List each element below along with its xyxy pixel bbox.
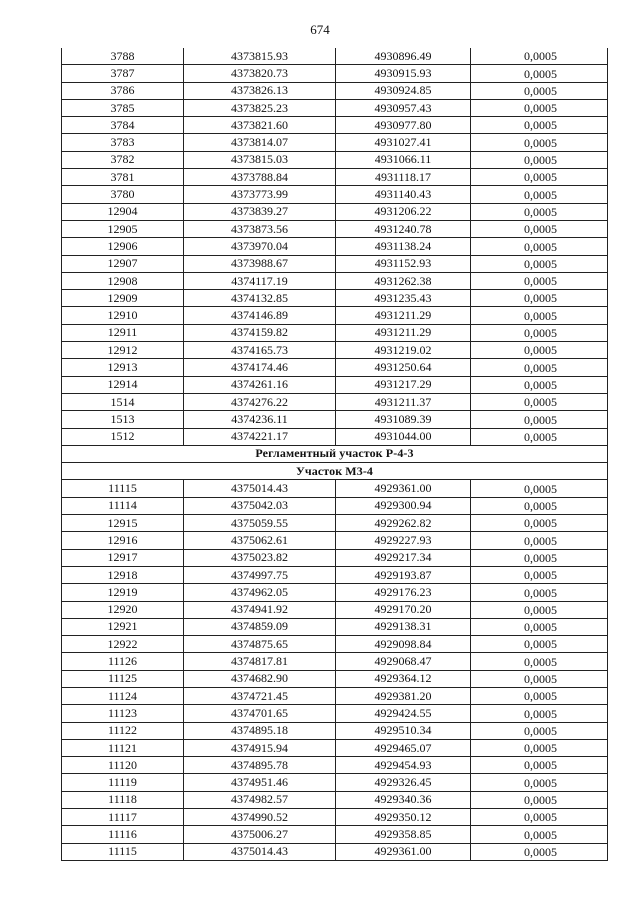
y-coordinate-cell: 4931066.11: [336, 151, 471, 168]
table-row: [62, 48, 608, 65]
y-coordinate-cell: 4929510.34: [336, 722, 471, 739]
table-row: [62, 532, 608, 549]
tolerance-cell: 0,0005: [471, 653, 608, 670]
point-number-cell: 11118: [62, 791, 184, 808]
point-number-cell: 3781: [62, 169, 184, 186]
tolerance-cell: 0,0005: [471, 220, 608, 237]
tolerance-cell: 0,0005: [471, 290, 608, 307]
y-coordinate-cell: 4929340.36: [336, 791, 471, 808]
tolerance-cell: 0,0005: [471, 532, 608, 549]
y-coordinate-cell: 4931217.29: [336, 376, 471, 393]
tolerance-cell: 0,0005: [471, 272, 608, 289]
point-number-cell: 12913: [62, 359, 184, 376]
point-number-cell: 12917: [62, 549, 184, 566]
point-number-cell: 1514: [62, 393, 184, 410]
table-row: [62, 255, 608, 272]
y-coordinate-cell: 4931211.37: [336, 393, 471, 410]
table-row: [62, 65, 608, 82]
tolerance-cell: 0,0005: [471, 393, 608, 410]
tolerance-cell: 0,0005: [471, 618, 608, 635]
x-coordinate-cell: 4374146.89: [184, 307, 336, 324]
y-coordinate-cell: 4930977.80: [336, 117, 471, 134]
y-coordinate-cell: 4929217.34: [336, 549, 471, 566]
point-number-cell: 11115: [62, 843, 184, 860]
y-coordinate-cell: 4931235.43: [336, 290, 471, 307]
x-coordinate-cell: 4374276.22: [184, 393, 336, 410]
y-coordinate-cell: 4929098.84: [336, 636, 471, 653]
y-coordinate-cell: 4931138.24: [336, 238, 471, 255]
coordinates-table: [61, 48, 608, 861]
table-row: [62, 117, 608, 134]
table-row: [62, 739, 608, 756]
y-coordinate-cell: 4931240.78: [336, 220, 471, 237]
x-coordinate-cell: 4374132.85: [184, 290, 336, 307]
x-coordinate-cell: 4373788.84: [184, 169, 336, 186]
x-coordinate-cell: 4374951.46: [184, 774, 336, 791]
section-row: [62, 445, 608, 462]
y-coordinate-cell: 4931206.22: [336, 203, 471, 220]
tolerance-cell: 0,0005: [471, 324, 608, 341]
tolerance-cell: 0,0005: [471, 307, 608, 324]
tolerance-cell: 0,0005: [471, 809, 608, 826]
x-coordinate-cell: 4374174.46: [184, 359, 336, 376]
point-number-cell: 12905: [62, 220, 184, 237]
y-coordinate-cell: 4930896.49: [336, 48, 471, 65]
tolerance-cell: 0,0005: [471, 480, 608, 497]
x-coordinate-cell: 4375062.61: [184, 532, 336, 549]
x-coordinate-cell: 4373821.60: [184, 117, 336, 134]
x-coordinate-cell: 4375014.43: [184, 480, 336, 497]
tolerance-cell: 0,0005: [471, 515, 608, 532]
point-number-cell: 11123: [62, 705, 184, 722]
y-coordinate-cell: 4929193.87: [336, 566, 471, 583]
y-coordinate-cell: 4931211.29: [336, 324, 471, 341]
point-number-cell: 11122: [62, 722, 184, 739]
y-coordinate-cell: 4930915.93: [336, 65, 471, 82]
tolerance-cell: 0,0005: [471, 687, 608, 704]
tolerance-cell: 0,0005: [471, 705, 608, 722]
y-coordinate-cell: 4931211.29: [336, 307, 471, 324]
tolerance-cell: 0,0005: [471, 376, 608, 393]
x-coordinate-cell: 4374895.78: [184, 757, 336, 774]
y-coordinate-cell: 4930924.85: [336, 82, 471, 99]
table-row: [62, 566, 608, 583]
table-row: [62, 220, 608, 237]
point-number-cell: 3782: [62, 151, 184, 168]
table-row: [62, 843, 608, 860]
y-coordinate-cell: 4929262.82: [336, 515, 471, 532]
point-number-cell: 3785: [62, 99, 184, 116]
x-coordinate-cell: 4374261.16: [184, 376, 336, 393]
tolerance-cell: 0,0005: [471, 411, 608, 428]
y-coordinate-cell: 4931262.38: [336, 272, 471, 289]
table-row: [62, 169, 608, 186]
point-number-cell: 12911: [62, 324, 184, 341]
x-coordinate-cell: 4374117.19: [184, 272, 336, 289]
tolerance-cell: 0,0005: [471, 134, 608, 151]
table-row: [62, 342, 608, 359]
tolerance-cell: 0,0005: [471, 186, 608, 203]
y-coordinate-cell: 4929068.47: [336, 653, 471, 670]
table-row: [62, 376, 608, 393]
tolerance-cell: 0,0005: [471, 169, 608, 186]
y-coordinate-cell: 4929364.12: [336, 670, 471, 687]
x-coordinate-cell: 4374915.94: [184, 739, 336, 756]
point-number-cell: 12910: [62, 307, 184, 324]
y-coordinate-cell: 4929326.45: [336, 774, 471, 791]
table-row: [62, 497, 608, 514]
table-row: [62, 809, 608, 826]
x-coordinate-cell: 4373873.56: [184, 220, 336, 237]
table-row: [62, 203, 608, 220]
subsection-row: [62, 463, 608, 480]
tolerance-cell: 0,0005: [471, 566, 608, 583]
x-coordinate-cell: 4374221.17: [184, 428, 336, 445]
table-row: [62, 82, 608, 99]
table-row: [62, 238, 608, 255]
tolerance-cell: 0,0005: [471, 65, 608, 82]
point-number-cell: 12920: [62, 601, 184, 618]
x-coordinate-cell: 4375014.43: [184, 843, 336, 860]
y-coordinate-cell: 4931044.00: [336, 428, 471, 445]
y-coordinate-cell: 4929358.85: [336, 826, 471, 843]
point-number-cell: 3786: [62, 82, 184, 99]
y-coordinate-cell: 4931219.02: [336, 342, 471, 359]
x-coordinate-cell: 4373773.99: [184, 186, 336, 203]
x-coordinate-cell: 4373988.67: [184, 255, 336, 272]
x-coordinate-cell: 4374941.92: [184, 601, 336, 618]
point-number-cell: 11115: [62, 480, 184, 497]
table-row: [62, 272, 608, 289]
tolerance-cell: 0,0005: [471, 722, 608, 739]
section-title: Регламентный участок Р-4-3: [62, 445, 608, 462]
point-number-cell: 11119: [62, 774, 184, 791]
point-number-cell: 11121: [62, 739, 184, 756]
x-coordinate-cell: 4375023.82: [184, 549, 336, 566]
x-coordinate-cell: 4374895.18: [184, 722, 336, 739]
point-number-cell: 12904: [62, 203, 184, 220]
tolerance-cell: 0,0005: [471, 203, 608, 220]
point-number-cell: 12915: [62, 515, 184, 532]
table-row: [62, 151, 608, 168]
y-coordinate-cell: 4929227.93: [336, 532, 471, 549]
x-coordinate-cell: 4373970.04: [184, 238, 336, 255]
table-row: [62, 549, 608, 566]
page-number: 674: [310, 22, 330, 37]
y-coordinate-cell: 4931152.93: [336, 255, 471, 272]
x-coordinate-cell: 4374701.65: [184, 705, 336, 722]
tolerance-cell: 0,0005: [471, 584, 608, 601]
point-number-cell: 3780: [62, 186, 184, 203]
point-number-cell: 11120: [62, 757, 184, 774]
x-coordinate-cell: 4374817.81: [184, 653, 336, 670]
y-coordinate-cell: 4930957.43: [336, 99, 471, 116]
table-row: [62, 186, 608, 203]
table-row: [62, 653, 608, 670]
tolerance-cell: 0,0005: [471, 48, 608, 65]
x-coordinate-cell: 4374990.52: [184, 809, 336, 826]
y-coordinate-cell: 4931118.17: [336, 169, 471, 186]
x-coordinate-cell: 4373814.07: [184, 134, 336, 151]
tolerance-cell: 0,0005: [471, 791, 608, 808]
tolerance-cell: 0,0005: [471, 428, 608, 445]
tolerance-cell: 0,0005: [471, 342, 608, 359]
point-number-cell: 12919: [62, 584, 184, 601]
y-coordinate-cell: 4929176.23: [336, 584, 471, 601]
x-coordinate-cell: 4374997.75: [184, 566, 336, 583]
point-number-cell: 3784: [62, 117, 184, 134]
point-number-cell: 3783: [62, 134, 184, 151]
point-number-cell: 12906: [62, 238, 184, 255]
point-number-cell: 11126: [62, 653, 184, 670]
x-coordinate-cell: 4373839.27: [184, 203, 336, 220]
point-number-cell: 3787: [62, 65, 184, 82]
table-row: [62, 705, 608, 722]
tolerance-cell: 0,0005: [471, 151, 608, 168]
table-row: [62, 307, 608, 324]
point-number-cell: 1512: [62, 428, 184, 445]
table-row: [62, 411, 608, 428]
tolerance-cell: 0,0005: [471, 843, 608, 860]
x-coordinate-cell: 4373815.93: [184, 48, 336, 65]
tolerance-cell: 0,0005: [471, 549, 608, 566]
tolerance-cell: 0,0005: [471, 117, 608, 134]
point-number-cell: 12908: [62, 272, 184, 289]
y-coordinate-cell: 4929361.00: [336, 843, 471, 860]
tolerance-cell: 0,0005: [471, 757, 608, 774]
table-row: [62, 791, 608, 808]
tolerance-cell: 0,0005: [471, 826, 608, 843]
x-coordinate-cell: 4374165.73: [184, 342, 336, 359]
table-row: [62, 636, 608, 653]
point-number-cell: 11117: [62, 809, 184, 826]
point-number-cell: 12907: [62, 255, 184, 272]
block1-rows: [62, 48, 608, 445]
y-coordinate-cell: 4929300.94: [336, 497, 471, 514]
y-coordinate-cell: 4929170.20: [336, 601, 471, 618]
table-row: [62, 134, 608, 151]
tolerance-cell: 0,0005: [471, 774, 608, 791]
coordinates-table-container: [61, 48, 607, 861]
x-coordinate-cell: 4374159.82: [184, 324, 336, 341]
table-row: [62, 601, 608, 618]
x-coordinate-cell: 4373820.73: [184, 65, 336, 82]
subsection-title: Участок М3-4: [62, 463, 608, 480]
table-row: [62, 670, 608, 687]
x-coordinate-cell: 4374682.90: [184, 670, 336, 687]
tolerance-cell: 0,0005: [471, 359, 608, 376]
tolerance-cell: 0,0005: [471, 99, 608, 116]
point-number-cell: 12922: [62, 636, 184, 653]
x-coordinate-cell: 4374236.11: [184, 411, 336, 428]
table-row: [62, 428, 608, 445]
x-coordinate-cell: 4375059.55: [184, 515, 336, 532]
table-row: [62, 515, 608, 532]
table-row: [62, 480, 608, 497]
tolerance-cell: 0,0005: [471, 255, 608, 272]
y-coordinate-cell: 4931140.43: [336, 186, 471, 203]
x-coordinate-cell: 4373826.13: [184, 82, 336, 99]
point-number-cell: 11114: [62, 497, 184, 514]
point-number-cell: 12921: [62, 618, 184, 635]
y-coordinate-cell: 4929424.55: [336, 705, 471, 722]
x-coordinate-cell: 4374859.09: [184, 618, 336, 635]
tolerance-cell: 0,0005: [471, 238, 608, 255]
tolerance-cell: 0,0005: [471, 670, 608, 687]
point-number-cell: 12914: [62, 376, 184, 393]
tolerance-cell: 0,0005: [471, 739, 608, 756]
tolerance-cell: 0,0005: [471, 636, 608, 653]
y-coordinate-cell: 4931027.41: [336, 134, 471, 151]
table-row: [62, 757, 608, 774]
table-row: [62, 722, 608, 739]
table-row: [62, 99, 608, 116]
y-coordinate-cell: 4929381.20: [336, 687, 471, 704]
y-coordinate-cell: 4929465.07: [336, 739, 471, 756]
block2-rows: [62, 480, 608, 861]
y-coordinate-cell: 4929361.00: [336, 480, 471, 497]
x-coordinate-cell: 4374875.65: [184, 636, 336, 653]
point-number-cell: 12918: [62, 566, 184, 583]
x-coordinate-cell: 4375042.03: [184, 497, 336, 514]
table-row: [62, 774, 608, 791]
point-number-cell: 11125: [62, 670, 184, 687]
table-row: [62, 359, 608, 376]
x-coordinate-cell: 4374982.57: [184, 791, 336, 808]
tolerance-cell: 0,0005: [471, 601, 608, 618]
point-number-cell: 3788: [62, 48, 184, 65]
point-number-cell: 1513: [62, 411, 184, 428]
table-row: [62, 393, 608, 410]
y-coordinate-cell: 4929350.12: [336, 809, 471, 826]
point-number-cell: 12909: [62, 290, 184, 307]
section-headers: [62, 445, 608, 480]
x-coordinate-cell: 4374721.45: [184, 687, 336, 704]
y-coordinate-cell: 4931089.39: [336, 411, 471, 428]
point-number-cell: 11124: [62, 687, 184, 704]
point-number-cell: 12912: [62, 342, 184, 359]
table-row: [62, 290, 608, 307]
y-coordinate-cell: 4931250.64: [336, 359, 471, 376]
y-coordinate-cell: 4929454.93: [336, 757, 471, 774]
table-row: [62, 584, 608, 601]
table-row: [62, 324, 608, 341]
x-coordinate-cell: 4373815.03: [184, 151, 336, 168]
table-row: [62, 826, 608, 843]
point-number-cell: 12916: [62, 532, 184, 549]
x-coordinate-cell: 4375006.27: [184, 826, 336, 843]
x-coordinate-cell: 4373825.23: [184, 99, 336, 116]
point-number-cell: 11116: [62, 826, 184, 843]
table-row: [62, 618, 608, 635]
y-coordinate-cell: 4929138.31: [336, 618, 471, 635]
table-row: [62, 687, 608, 704]
tolerance-cell: 0,0005: [471, 82, 608, 99]
tolerance-cell: 0,0005: [471, 497, 608, 514]
x-coordinate-cell: 4374962.05: [184, 584, 336, 601]
